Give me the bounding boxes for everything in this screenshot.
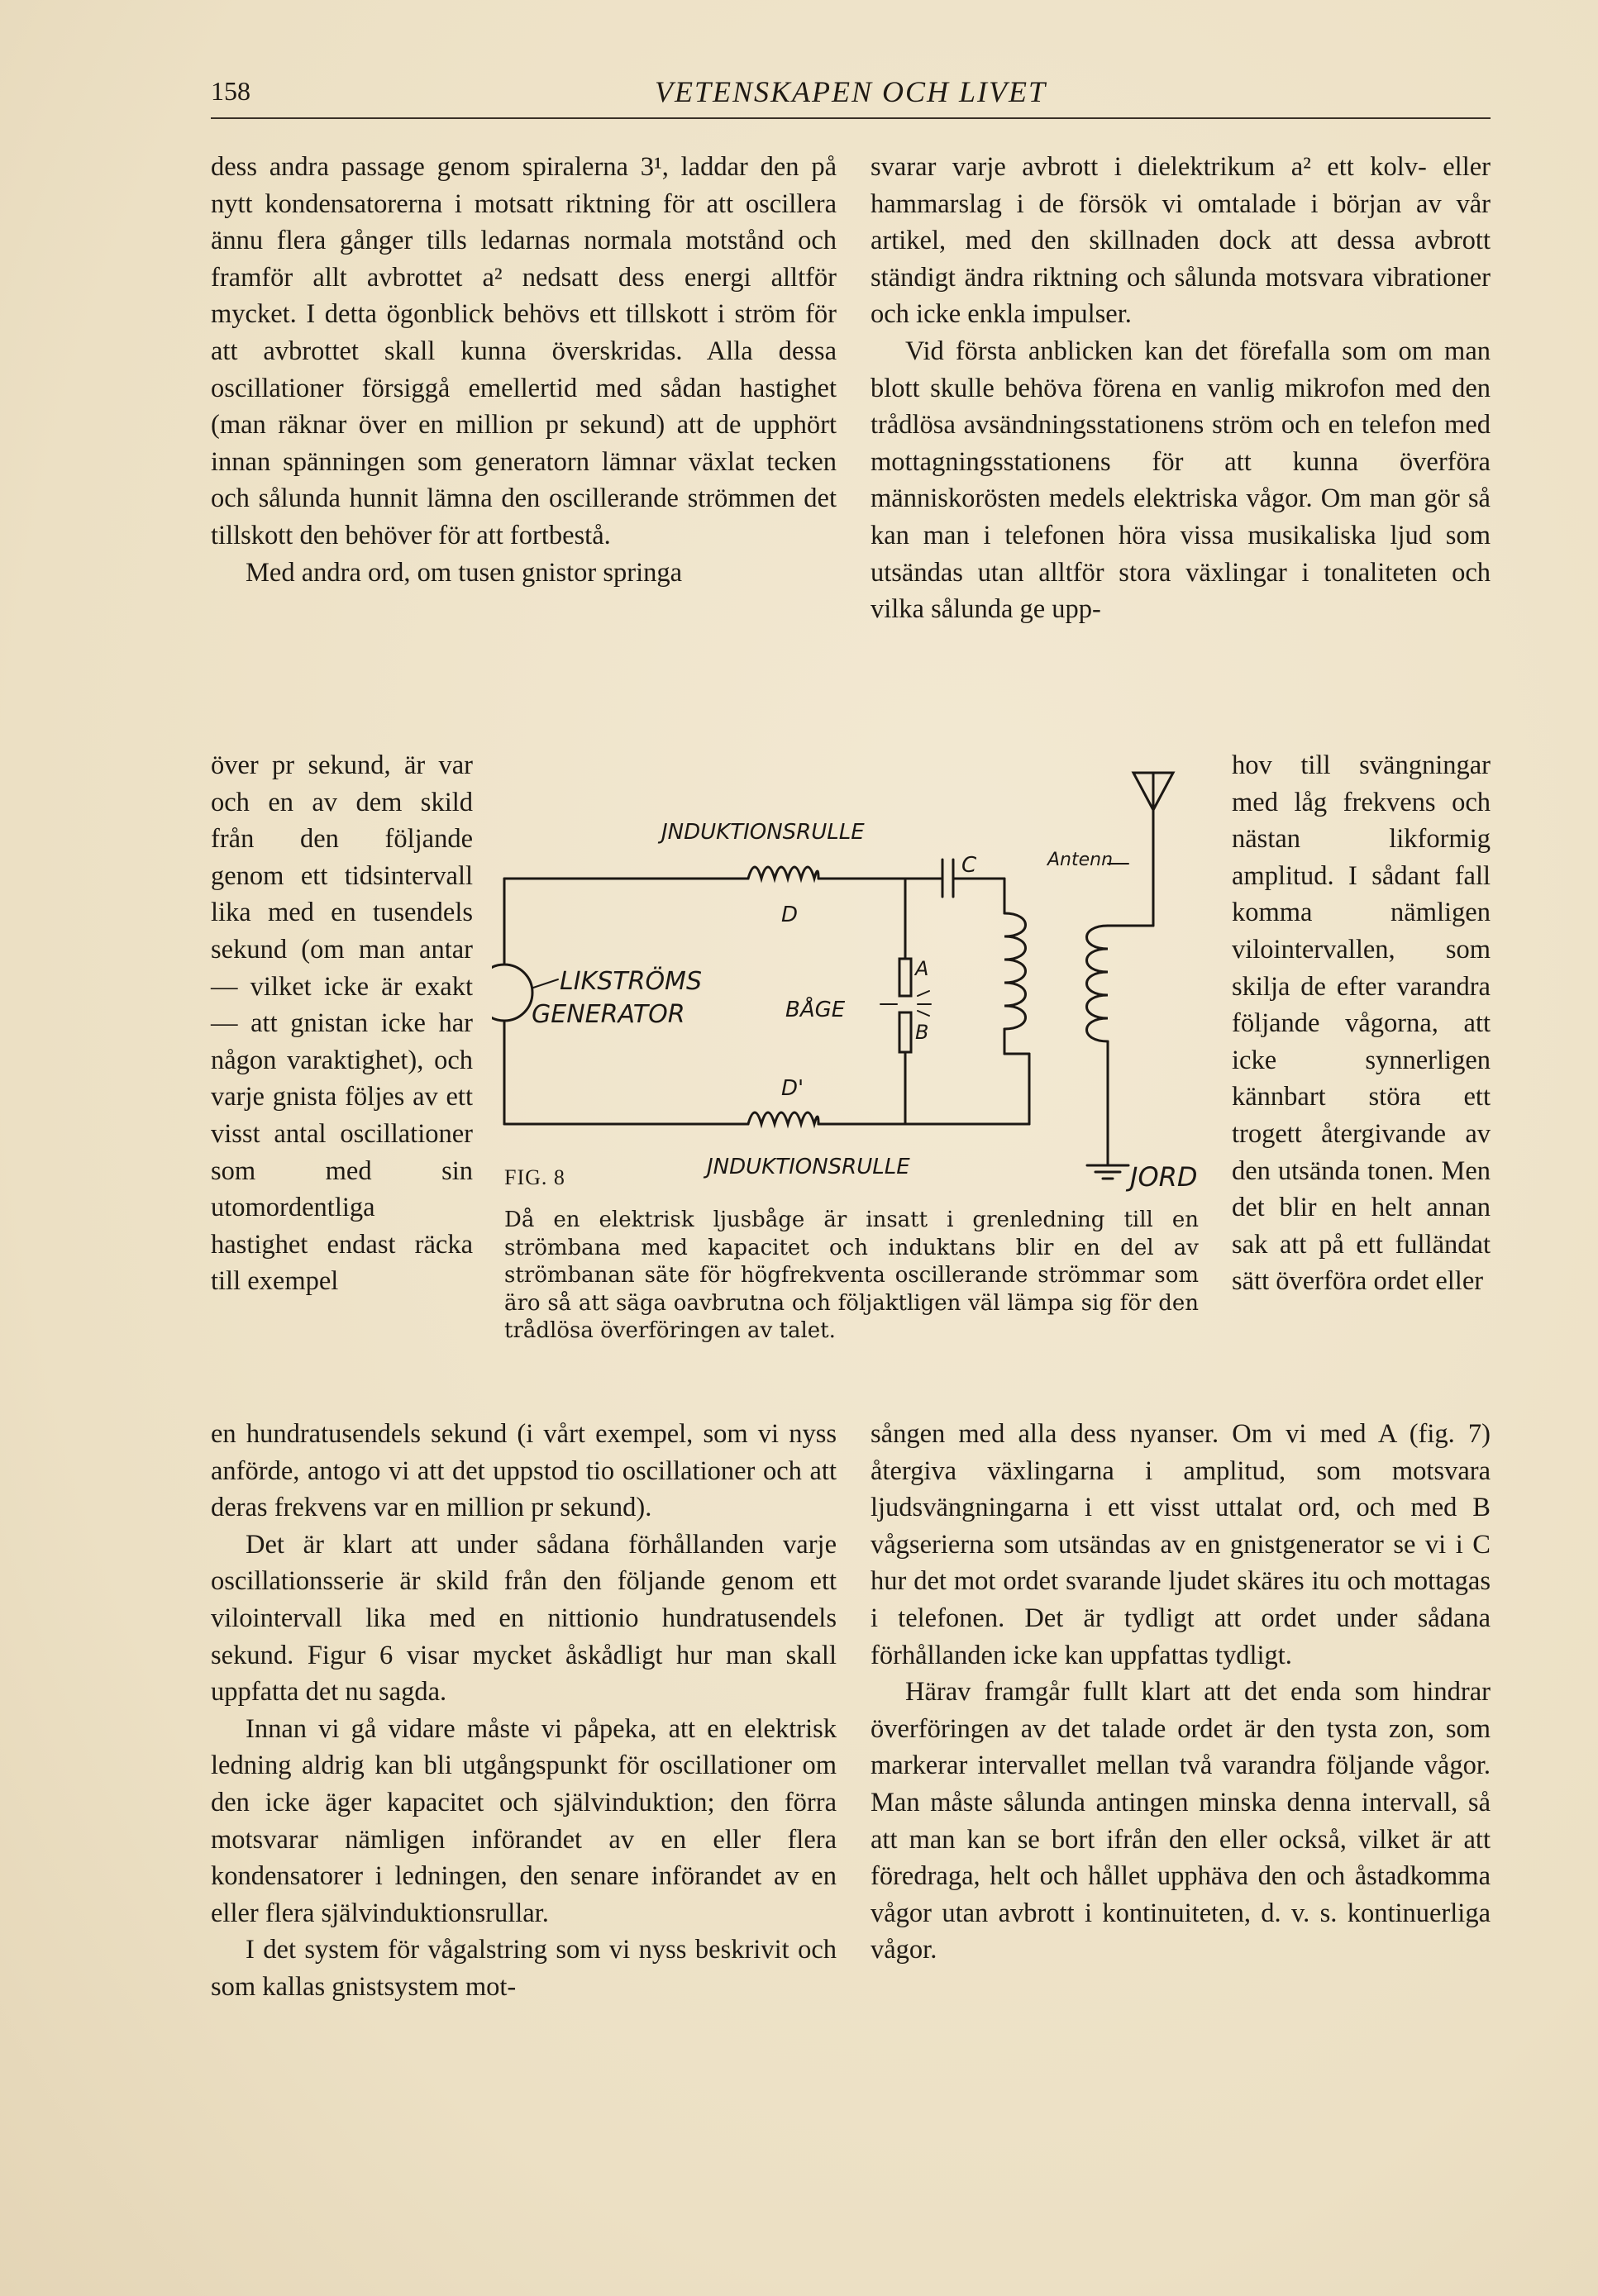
caption-text: Då en elektrisk ljusbåge är insatt i grenledning till en strömbana med kapacitet och induktans blir en del av strömbanan säte för högfrekventa oscillerande strömmar som äro så att säga oavbrutna och följaktligen väl lämpa sig för den trådlösa överföringen av talet. (504, 1208, 1199, 1343)
inductor-coil-top (748, 867, 818, 879)
right-column-bottom (871, 1416, 1491, 1969)
paragraph: Innan vi gå vidare måste vi påpeka, att en elektrisk ledning aldrig kan bli utgångspunkt för oscillationer om den icke äger kapacitet och självinduktion; den förra motsvarar nämligen införandet av en eller flera kondensatorer i ledningen, den senare införandet av en eller flera självinduktionsrullar. (211, 1713, 837, 1928)
node-d-label: D (781, 903, 799, 927)
node-b-label: B (915, 1021, 929, 1044)
paragraph: Det är klart att under sådana förhållanden varje oscillationsserie är skild från den följande genom ett vilointervall lika med en nittionio hundratusendels sekund. Figur 6 visar mycket åskådligt hur man skall uppfatta det nu sagda. (211, 1529, 837, 1708)
arc-electrode-b (899, 1012, 911, 1052)
paragraph: sången med alla dess nyanser. Om vi med A (fig. 7) återgiva växlingarna i amplitud, som motsvara ljudsvängningarna i ett visst uttalat ord, och med B vågserierna som utsändas av en gnistgenerator se vi i C hur det mot ordet svarande ljudet skäres itu och mottagas i telefonen. Det är tydligt att ordet under sådana förhållanden icke kan uppfattas tydligt. (871, 1419, 1491, 1670)
capacitor-label: C (961, 853, 977, 878)
figure-label: FIG. 8 (504, 1165, 565, 1189)
left-column-wrap (211, 747, 473, 1300)
generator-label-2: GENERATOR (532, 1000, 685, 1029)
right-column-wrap (1232, 747, 1491, 1300)
inductor-bottom-label: JNDUKTIONSRULLE (707, 1155, 910, 1179)
paragraph: Vid första anblicken kan det förefalla som om man blott skulle behöva förena en vanlig mikrofon med den trådlösa avsändningsstationens ström och en telefon med mottagningsstationens för att kunna överföra människorösten medels elektriska vågor. Om man gör så kan man i telefonen höra vissa musikaliska ljud som utsändas utan alltför stora växlingar i tonaliteten och vilka sålunda ge upp- (871, 336, 1491, 625)
arc-electrode-a (899, 959, 911, 996)
paragraph: över pr sekund, är var och en av dem skild från den följande genom ett tidsintervall lika med en tusendels sekund (om man antar — vilket icke är exakt — att gnistan icke har någon varaktighet), och varje gnista följes av ett visst antal oscillationer som med sin utomordentliga hastighet endast räcka till exempel (211, 750, 473, 1297)
running-header (211, 73, 1491, 119)
paragraph: svarar varje avbrott i dielektrikum a² ett kolv- eller hammarslag i de försök vi omtalade i början av vår artikel, med den skillnaden dock att dessa avbrott ständigt ändra riktning och sålunda motsvara vibrationer och icke enkla impulser. (871, 152, 1491, 330)
arc-spark (918, 991, 931, 1016)
paragraph: Härav framgår fullt klart att det enda som hindrar överföringen av det talade ordet är den tysta zon, som markerar intervallet mellan två varandra följande vågor. Man måste sålunda antingen minska denna intervall, så att man kan se bort ifrån den eller också, vilket är att föredraga, helt och hållet upphäva den och åstadkomma vågor utan avbrott i kontinuiteten, d. v. s. kontinuerliga vågor. (871, 1677, 1491, 1965)
primary-coil (1004, 913, 1026, 1029)
generator-symbol (492, 965, 532, 1021)
antenna-label: Antenn (1047, 850, 1114, 870)
paragraph: en hundratusendels sekund (i vårt exempel, som vi nyss anförde, antogo vi att det uppstod tio oscillationer och att deras frekvens var en million pr sekund). (211, 1419, 837, 1523)
page-number: 158 (211, 76, 250, 106)
generator-label-1: LIKSTRÖMS (560, 967, 702, 996)
left-column-bottom (211, 1416, 837, 2006)
generator-pointer (533, 979, 558, 988)
inductor-coil-bottom (748, 1112, 818, 1124)
node-a-label: A (915, 957, 929, 980)
circuit-diagram (492, 748, 1215, 1198)
paragraph: I det system för vågalstring som vi nyss beskrivit och som kallas gnistsystem mot- (211, 1935, 837, 2002)
left-column-top (211, 149, 837, 591)
journal-title: VETENSKAPEN OCH LIVET (654, 75, 1047, 108)
figure-caption (504, 1207, 1199, 1346)
node-d2-label: D' (781, 1076, 804, 1101)
paragraph: hov till svängningar med låg frekvens och nästan likformig amplitud. I sådant fall komma nämligen vilointervallen, som skilja de efter varandra följande vågorna, att icke synnerligen kännbart störa ett trogett återgivande av den utsända tonen. Men det blir en helt annan sak att på ett fulländat sätt överföra ordet eller (1232, 750, 1491, 1297)
inductor-top-label: JNDUKTIONSRULLE (661, 820, 865, 845)
right-column-top (871, 149, 1491, 628)
ground-label: JORD (1130, 1161, 1198, 1193)
paragraph: dess andra passage genom spiralerna 3¹, laddar den på nytt kondensatorerna i motsatt riktning för att oscillera ännu flera gånger tills ledarnas normala motstånd och framför allt avbrottet a² nedsatt dess energi alltför mycket. I detta ögonblick behövs ett tillskott i ström för att avbrottet skall kunna överskridas. Alla dessa oscillationer försiggå emellertid med sådan hastighet (man räknar över en million pr sekund) att de upphört innan spänningen som generatorn lämnar växlat tecken och sålunda hunnit lämna den oscillerande strömmen det tillskott den behöver för att fortbestå. (211, 152, 837, 550)
arc-label: BÅGE (785, 998, 846, 1022)
secondary-coil (1087, 926, 1109, 1041)
paragraph: Med andra ord, om tusen gnistor springa (246, 557, 683, 588)
